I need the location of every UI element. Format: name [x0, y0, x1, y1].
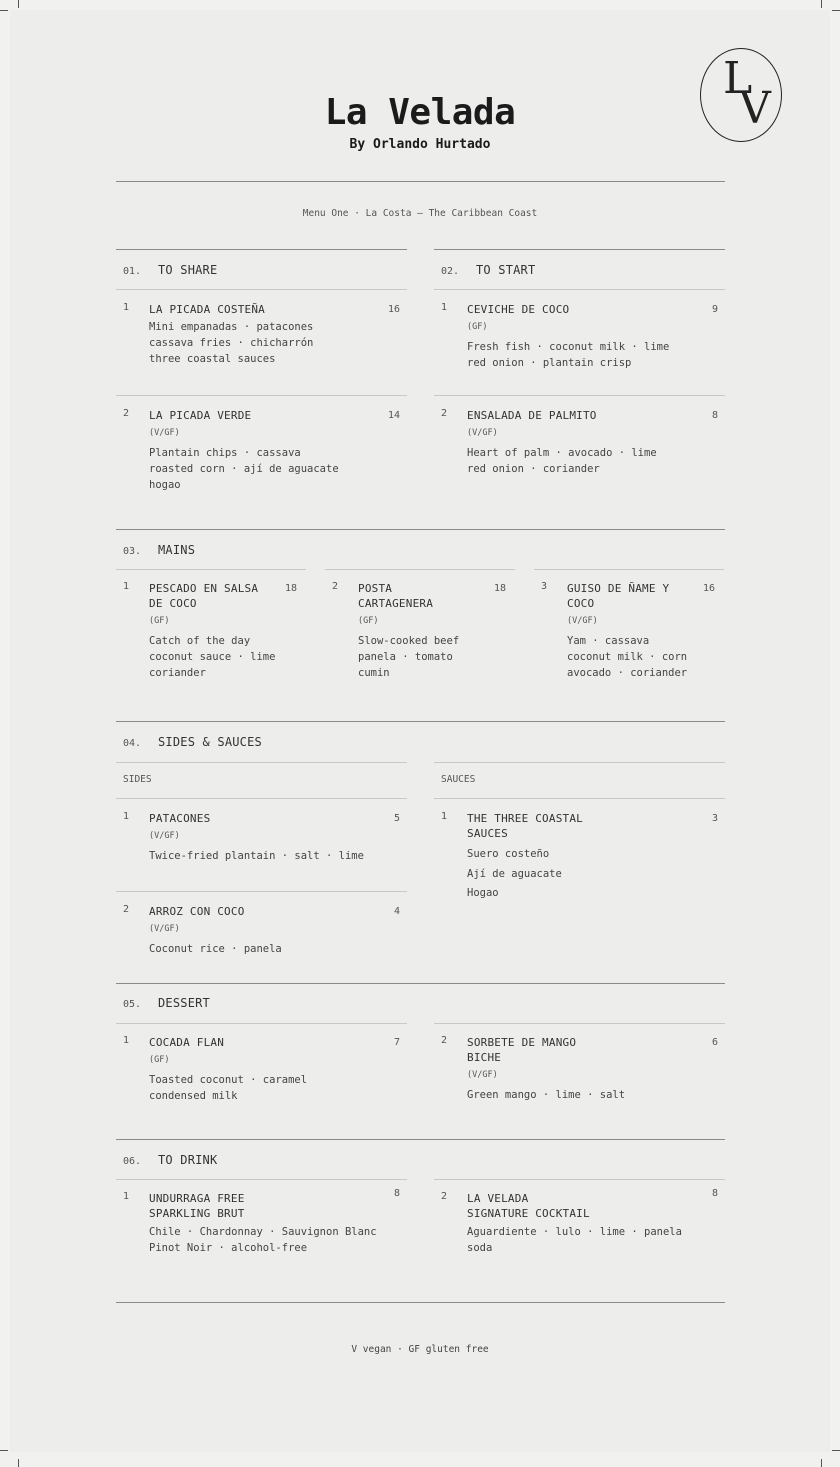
diet-tag: (V/GF) [467, 428, 498, 438]
menu-item [123, 1035, 403, 1115]
item-price: 9 [711, 304, 718, 315]
section-title-mains: MAINS [158, 543, 196, 557]
item-price: 14 [387, 410, 400, 421]
divider [116, 721, 725, 722]
divider [116, 762, 407, 763]
item-description: Catch of the day coconut sauce · lime coriander [149, 635, 276, 679]
item-number: 3 [541, 581, 548, 592]
item-name: PATACONES [149, 812, 211, 825]
section-number: 02. [441, 266, 460, 277]
item-description: Slow-cooked beef panela · tomato cumin [358, 635, 460, 679]
divider [325, 569, 515, 570]
item-description: Suero costeño Ají de aguacate Hogao [467, 848, 562, 899]
divider [116, 395, 407, 396]
logo-letter-v: V [739, 83, 771, 134]
item-name: COCADA FLAN [149, 1036, 225, 1049]
menu-item [441, 302, 721, 382]
item-name: LA PICADA COSTEÑA [149, 303, 265, 316]
item-name: ARROZ CON COCO [149, 905, 245, 918]
item-description: Aguardiente · lulo · lime · panela soda [467, 1226, 682, 1254]
diet-tag: (V/GF) [149, 831, 180, 841]
divider [116, 249, 407, 250]
section-number: 06. [123, 1156, 142, 1167]
menu-item [541, 581, 721, 681]
diet-tag: (V/GF) [149, 924, 180, 934]
section-title-dessert: DESSERT [158, 996, 210, 1010]
crop-mark [0, 1450, 8, 1451]
chef-byline: By Orlando Hurtado [349, 137, 491, 152]
item-price: 18 [284, 583, 297, 594]
item-price: 5 [393, 813, 400, 824]
section-number: 04. [123, 738, 142, 749]
divider [434, 798, 725, 799]
item-description: Mini empanadas · patacones cassava fries · chicharrón three coastal sauces [149, 321, 314, 365]
item-price: 3 [711, 813, 718, 824]
divider [116, 1302, 725, 1303]
crop-mark [18, 0, 19, 8]
menu-item [441, 811, 721, 911]
item-price: 18 [493, 583, 506, 594]
divider [116, 289, 407, 290]
divider [434, 395, 725, 396]
diet-tag: (GF) [149, 1055, 170, 1065]
item-number: 1 [441, 302, 448, 313]
item-description: Toasted coconut · caramel condensed milk [149, 1074, 308, 1102]
menu-item [123, 408, 403, 498]
item-price: 8 [711, 1188, 718, 1199]
diet-tag: (GF) [358, 616, 379, 626]
section-title-share: TO SHARE [158, 263, 218, 277]
crop-mark [18, 1459, 19, 1467]
divider [116, 1139, 725, 1140]
item-name: LA VELADA SIGNATURE COCKTAIL [467, 1192, 590, 1220]
divider [434, 289, 725, 290]
item-name: GUISO DE ÑAME Y COCO [567, 582, 670, 610]
divider [116, 1179, 407, 1180]
menu-item [123, 1188, 403, 1271]
divider [116, 529, 725, 530]
crop-mark [0, 10, 8, 11]
section-number: 01. [123, 266, 142, 277]
item-name: ENSALADA DE PALMITO [467, 409, 597, 422]
dietary-legend: V vegan · GF gluten free [351, 1344, 489, 1355]
item-description: Heart of palm · avocado · lime red onion · coriander [467, 447, 657, 475]
item-description: Chile · Chardonnay · Sauvignon Blanc Pinot Noir · alcohol-free [149, 1226, 377, 1254]
section-number: 05. [123, 999, 142, 1010]
divider [116, 891, 407, 892]
item-name: PESCADO EN SALSA DE COCO [149, 582, 259, 610]
item-number: 2 [441, 1035, 448, 1046]
item-number: 1 [123, 811, 130, 822]
item-number: 1 [123, 302, 130, 313]
item-number: 1 [123, 1035, 130, 1046]
sauces-label: SAUCES [441, 774, 476, 785]
section-title-start: TO START [476, 263, 536, 277]
item-number: 2 [441, 1191, 448, 1202]
menu-item [123, 302, 403, 382]
item-name: SORBETE DE MANGO BICHE [467, 1036, 577, 1064]
menu-item [441, 1188, 721, 1271]
item-description: Yam · cassava coconut milk · corn avocado · coriander [567, 635, 688, 679]
crop-mark [821, 1459, 822, 1467]
divider [116, 983, 725, 984]
item-number: 1 [123, 581, 130, 592]
item-description: Green mango · lime · salt [467, 1089, 626, 1101]
divider [434, 1023, 725, 1024]
divider [534, 569, 724, 570]
restaurant-title: La Velada [324, 92, 516, 133]
menu-item [123, 581, 303, 681]
section-title-sides: SIDES & SAUCES [158, 735, 262, 749]
divider [116, 181, 725, 182]
crop-mark [832, 10, 840, 11]
item-price: 16 [702, 583, 715, 594]
crop-mark [832, 1450, 840, 1451]
menu-item [123, 811, 403, 871]
section-number: 03. [123, 546, 142, 557]
diet-tag: (V/GF) [567, 616, 598, 626]
item-number: 2 [332, 581, 339, 592]
crop-mark [821, 0, 822, 8]
item-name: UNDURRAGA FREE SPARKLING BRUT [149, 1192, 245, 1220]
divider [434, 1179, 725, 1180]
sides-label: SIDES [123, 774, 152, 785]
item-price: 8 [393, 1188, 400, 1199]
diet-tag: (GF) [149, 616, 170, 626]
divider [434, 762, 725, 763]
section-title-drink: TO DRINK [158, 1153, 218, 1167]
diet-tag: (V/GF) [467, 1070, 498, 1080]
item-number: 1 [123, 1191, 130, 1202]
item-description: Plantain chips · cassava roasted corn · ají de aguacate hogao [149, 447, 339, 491]
item-description: Fresh fish · coconut milk · lime red onion · plantain crisp [467, 341, 670, 369]
item-name: LA PICADA VERDE [149, 409, 252, 422]
diet-tag: (GF) [467, 322, 488, 332]
item-name: THE THREE COASTAL SAUCES [467, 812, 583, 840]
item-description: Coconut rice · panela [149, 943, 282, 955]
menu-tagline: Menu One · La Costa — The Caribbean Coast [302, 208, 538, 219]
logo-letter-l: L [723, 53, 753, 104]
item-name: CEVICHE DE COCO [467, 303, 570, 316]
item-price: 7 [393, 1037, 400, 1048]
menu-item [332, 581, 512, 681]
diet-tag: (V/GF) [149, 428, 180, 438]
item-price: 8 [711, 410, 718, 421]
item-price: 6 [711, 1037, 718, 1048]
divider [116, 798, 407, 799]
item-description: Twice-fried plantain · salt · lime [149, 850, 364, 862]
item-number: 2 [441, 408, 448, 419]
item-name: POSTA CARTAGENERA [358, 582, 434, 610]
divider [116, 569, 306, 570]
menu-item [441, 1035, 721, 1115]
divider [116, 1023, 407, 1024]
item-number: 2 [123, 408, 130, 419]
item-price: 16 [387, 304, 400, 315]
menu-item [123, 904, 403, 964]
menu-item [441, 408, 721, 488]
divider [434, 249, 725, 250]
item-price: 4 [393, 906, 400, 917]
item-number: 2 [123, 904, 130, 915]
item-number: 1 [441, 811, 448, 822]
